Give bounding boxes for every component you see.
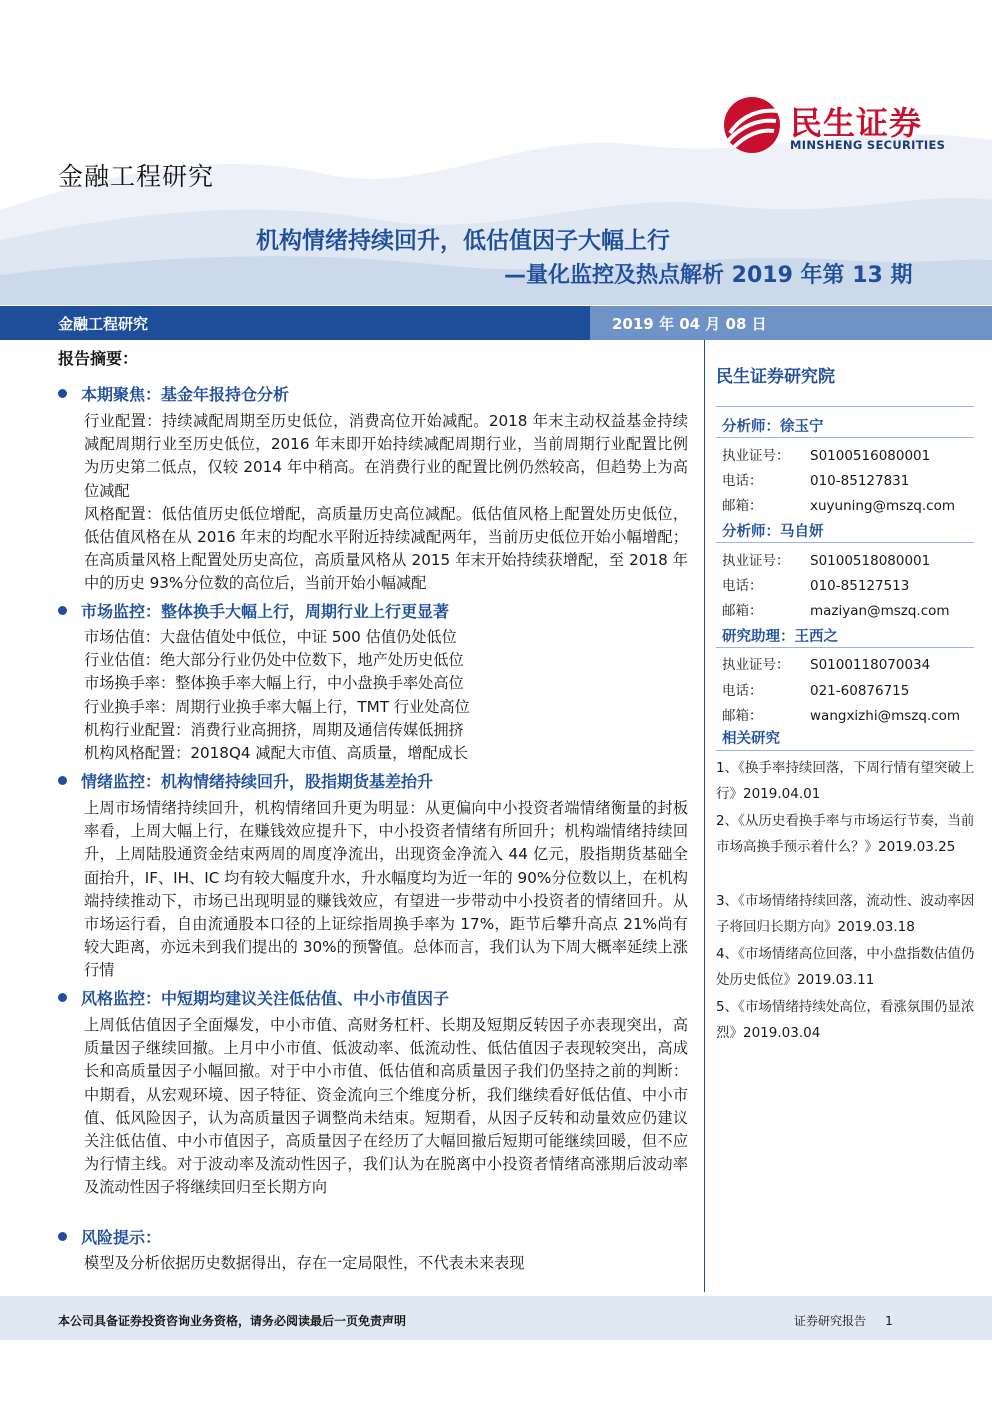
bullet-icon xyxy=(58,1232,67,1241)
section-body xyxy=(84,1014,688,1200)
analyst-info-row: 执业证号： S0100518080001 xyxy=(722,553,931,569)
related-research-title: 相关研究 xyxy=(722,731,780,747)
analyst-info-row: 邮箱： maziyan@mszq.com xyxy=(722,603,950,619)
footer-label: 证券研究报告 1 xyxy=(794,1314,893,1328)
analyst-info-row: 执业证号： S0100516080001 xyxy=(722,448,931,464)
section-body xyxy=(84,410,688,596)
divider xyxy=(716,647,974,648)
bullet-icon xyxy=(58,776,67,785)
analyst-info-row: 电话： 010-85127513 xyxy=(722,578,910,594)
analyst-info-row: 邮箱： wangxizhi@mszq.com xyxy=(722,708,961,724)
section-heading: 本期聚焦：基金年报持仓分析 xyxy=(58,382,289,405)
divider xyxy=(716,406,974,407)
paragraph: 上周低估值因子全面爆发，中小市值、高财务杠杆、长期及短期反转因子亦表现突出，高质量因子继续回撤。上月中小市值、低波动率、低流动性、低估值因子表现较突出，高成长和高质量因子小幅回撤。对于中小市值、低估值和高质量因子我们仍坚持之前的判断：中期看，从宏观环境、因子特征、资金流向三个维度分析，我们继续看好低估值、中小市值、低风险因子，认为高质量因子调整尚未结束。短期看，从因子反转和动量效应仍建议关注低估值、中小市值因子，高质量因子在经历了大幅回撤后短期可能继续回暖，但不应为行情主线。对于波动率及流动性因子，我们认为在脱离中小投资者情绪高涨期后波动率及流动性因子将继续回归至长期方向 xyxy=(84,1016,688,1197)
divider xyxy=(716,750,974,751)
email-link[interactable]: wangxizhi@mszq.com xyxy=(810,708,961,724)
list-item: 市场换手率：整体换手率大幅上行，中小盘换手率处高位 xyxy=(84,674,464,693)
section-body xyxy=(84,626,688,765)
analyst-title: 分析师：徐玉宁 xyxy=(722,419,824,435)
section-heading: 情绪监控：机构情绪持续回升，股指期货基差抬升 xyxy=(58,769,433,792)
bullet-icon xyxy=(58,993,67,1002)
related-research-item[interactable]: 5、《市场情绪持续处高位，看涨氛围仍显浓烈》2019.03.04 xyxy=(716,999,975,1041)
institute-name: 民生证券研究院 xyxy=(716,367,835,387)
divider xyxy=(716,437,974,438)
email-link[interactable]: xuyuning@mszq.com xyxy=(810,498,955,514)
section-heading: 风格监控：中短期均建议关注低估值、中小市值因子 xyxy=(58,986,449,1009)
paragraph: 上周市场情绪持续回升，机构情绪回升更为明显：从更偏向中小投资者端情绪衡量的封板率看，上周大幅上行，在赚钱效应提升下，中小投资者情绪有所回升；机构端情绪持续回升，上周陆股通资金结束两周的周度净流出，出现资金净流入 44 亿元，股指期货基础全面抬升，IF、IH、IC 均有较大幅度升水，升水幅度均为近一年的 90%分位数以上，在机构端持续推动下，市场已出现明显的赚钱效应，有望进一步带动中小投资者的情绪回升。从市场运行看，自由流通股本口径的上证综指周换手率为 17%，距节后攀升高点 21%尚有较大距离，亦远未到我们提出的 30%的预警值。总体而言，我们认为下周大概率延续上涨行情 xyxy=(84,799,688,980)
report-subtitle: —量化监控及热点解析 2019 年第 13 期 xyxy=(504,263,913,288)
analyst-info-row: 邮箱： xuyuning@mszq.com xyxy=(722,498,955,514)
analyst-info-row: 电话： 010-85127831 xyxy=(722,473,910,489)
list-item: 机构行业配置：消费行业高拥挤，周期及通信传媒低拥挤 xyxy=(84,720,464,739)
related-research-item[interactable]: 3、《市场情绪持续回落，流动性、波动率因子将回归长期方向》2019.03.18 xyxy=(716,893,975,935)
column-divider xyxy=(704,340,705,1292)
analyst-info-row: 电话： 021-60876715 xyxy=(722,683,910,699)
department-label: 金融工程研究 xyxy=(58,162,215,191)
section-heading: 风险提示： xyxy=(58,1225,161,1248)
related-research-item[interactable]: 1、《换手率持续回落，下周行情有望突破上行》2019.04.01 xyxy=(716,760,975,802)
report-title: 机构情绪持续回升，低估值因子大幅上行 xyxy=(256,228,670,254)
page-number: 1 xyxy=(885,1314,893,1328)
related-research-item[interactable]: 2、《从历史看换手率与市场运行节奏，当前市场高换手预示着什么？》2019.03.25 xyxy=(716,813,975,855)
list-item: 市场估值：大盘估值处中低位，中证 500 估值仍处低位 xyxy=(84,628,457,646)
section-heading: 市场监控：整体换手大幅上行，周期行业上行更显著 xyxy=(58,599,449,622)
logo-text: 民生证券 xyxy=(790,104,923,142)
report-date: 2019 年 04 月 08 日 xyxy=(612,315,767,333)
section-body xyxy=(84,1252,688,1275)
analyst-title: 分析师：马自妍 xyxy=(722,524,824,540)
section-body xyxy=(84,797,688,983)
footer-disclaimer: 本公司具备证券投资咨询业务资格，请务必阅读最后一页免责声明 xyxy=(58,1314,407,1328)
paragraph: 风格配置：低估值历史低位增配，高质量历史高位减配。低估值风格上配置处历史低位，低估值风格在从 2016 年末的均配水平附近持续减配两年，当前历史低位开始小幅增配；在高质量风格上配置处历史高位，高质量风格从 2015 年末开始持续获增配，至 2018 年中的历史 93%分位数的高位后，当前开始小幅减配 xyxy=(84,504,688,593)
list-item: 机构风格配置：2018Q4 减配大市值、高质量，增配成长 xyxy=(84,744,469,763)
paragraph: 模型及分析依据历史数据得出，存在一定局限性，不代表未来表现 xyxy=(84,1254,525,1272)
analyst-title: 研究助理：王西之 xyxy=(722,629,838,645)
header-bar-dept: 金融工程研究 xyxy=(58,315,149,333)
paragraph: 行业配置：持续减配周期至历史低位，消费高位开始减配。2018 年末主动权益基金持续减配周期行业至历史低位，2016 年末即开始持续减配周期行业，当前周期行业配置比例为历史第二低点，仅较 2014 年中稍高。在消费行业的配置比例仍然较高，但趋势上为高位减配 xyxy=(84,412,688,500)
divider xyxy=(716,542,974,543)
logo-subtext: MINSHENG SECURITIES xyxy=(790,138,946,152)
analyst-info-row: 执业证号： S0100118070034 xyxy=(722,657,931,673)
summary-title: 报告摘要： xyxy=(58,349,139,368)
list-item: 行业换手率：周期行业换手率大幅上行，TMT 行业处高位 xyxy=(84,697,470,716)
list-item: 行业估值：绝大部分行业仍处中位数下，地产处历史低位 xyxy=(84,651,464,670)
related-research-item[interactable]: 4、《市场情绪高位回落，中小盘指数估值仍处历史低位》2019.03.11 xyxy=(716,946,975,988)
bullet-icon xyxy=(58,606,67,615)
email-link[interactable]: maziyan@mszq.com xyxy=(810,603,950,619)
bullet-icon xyxy=(58,389,67,398)
